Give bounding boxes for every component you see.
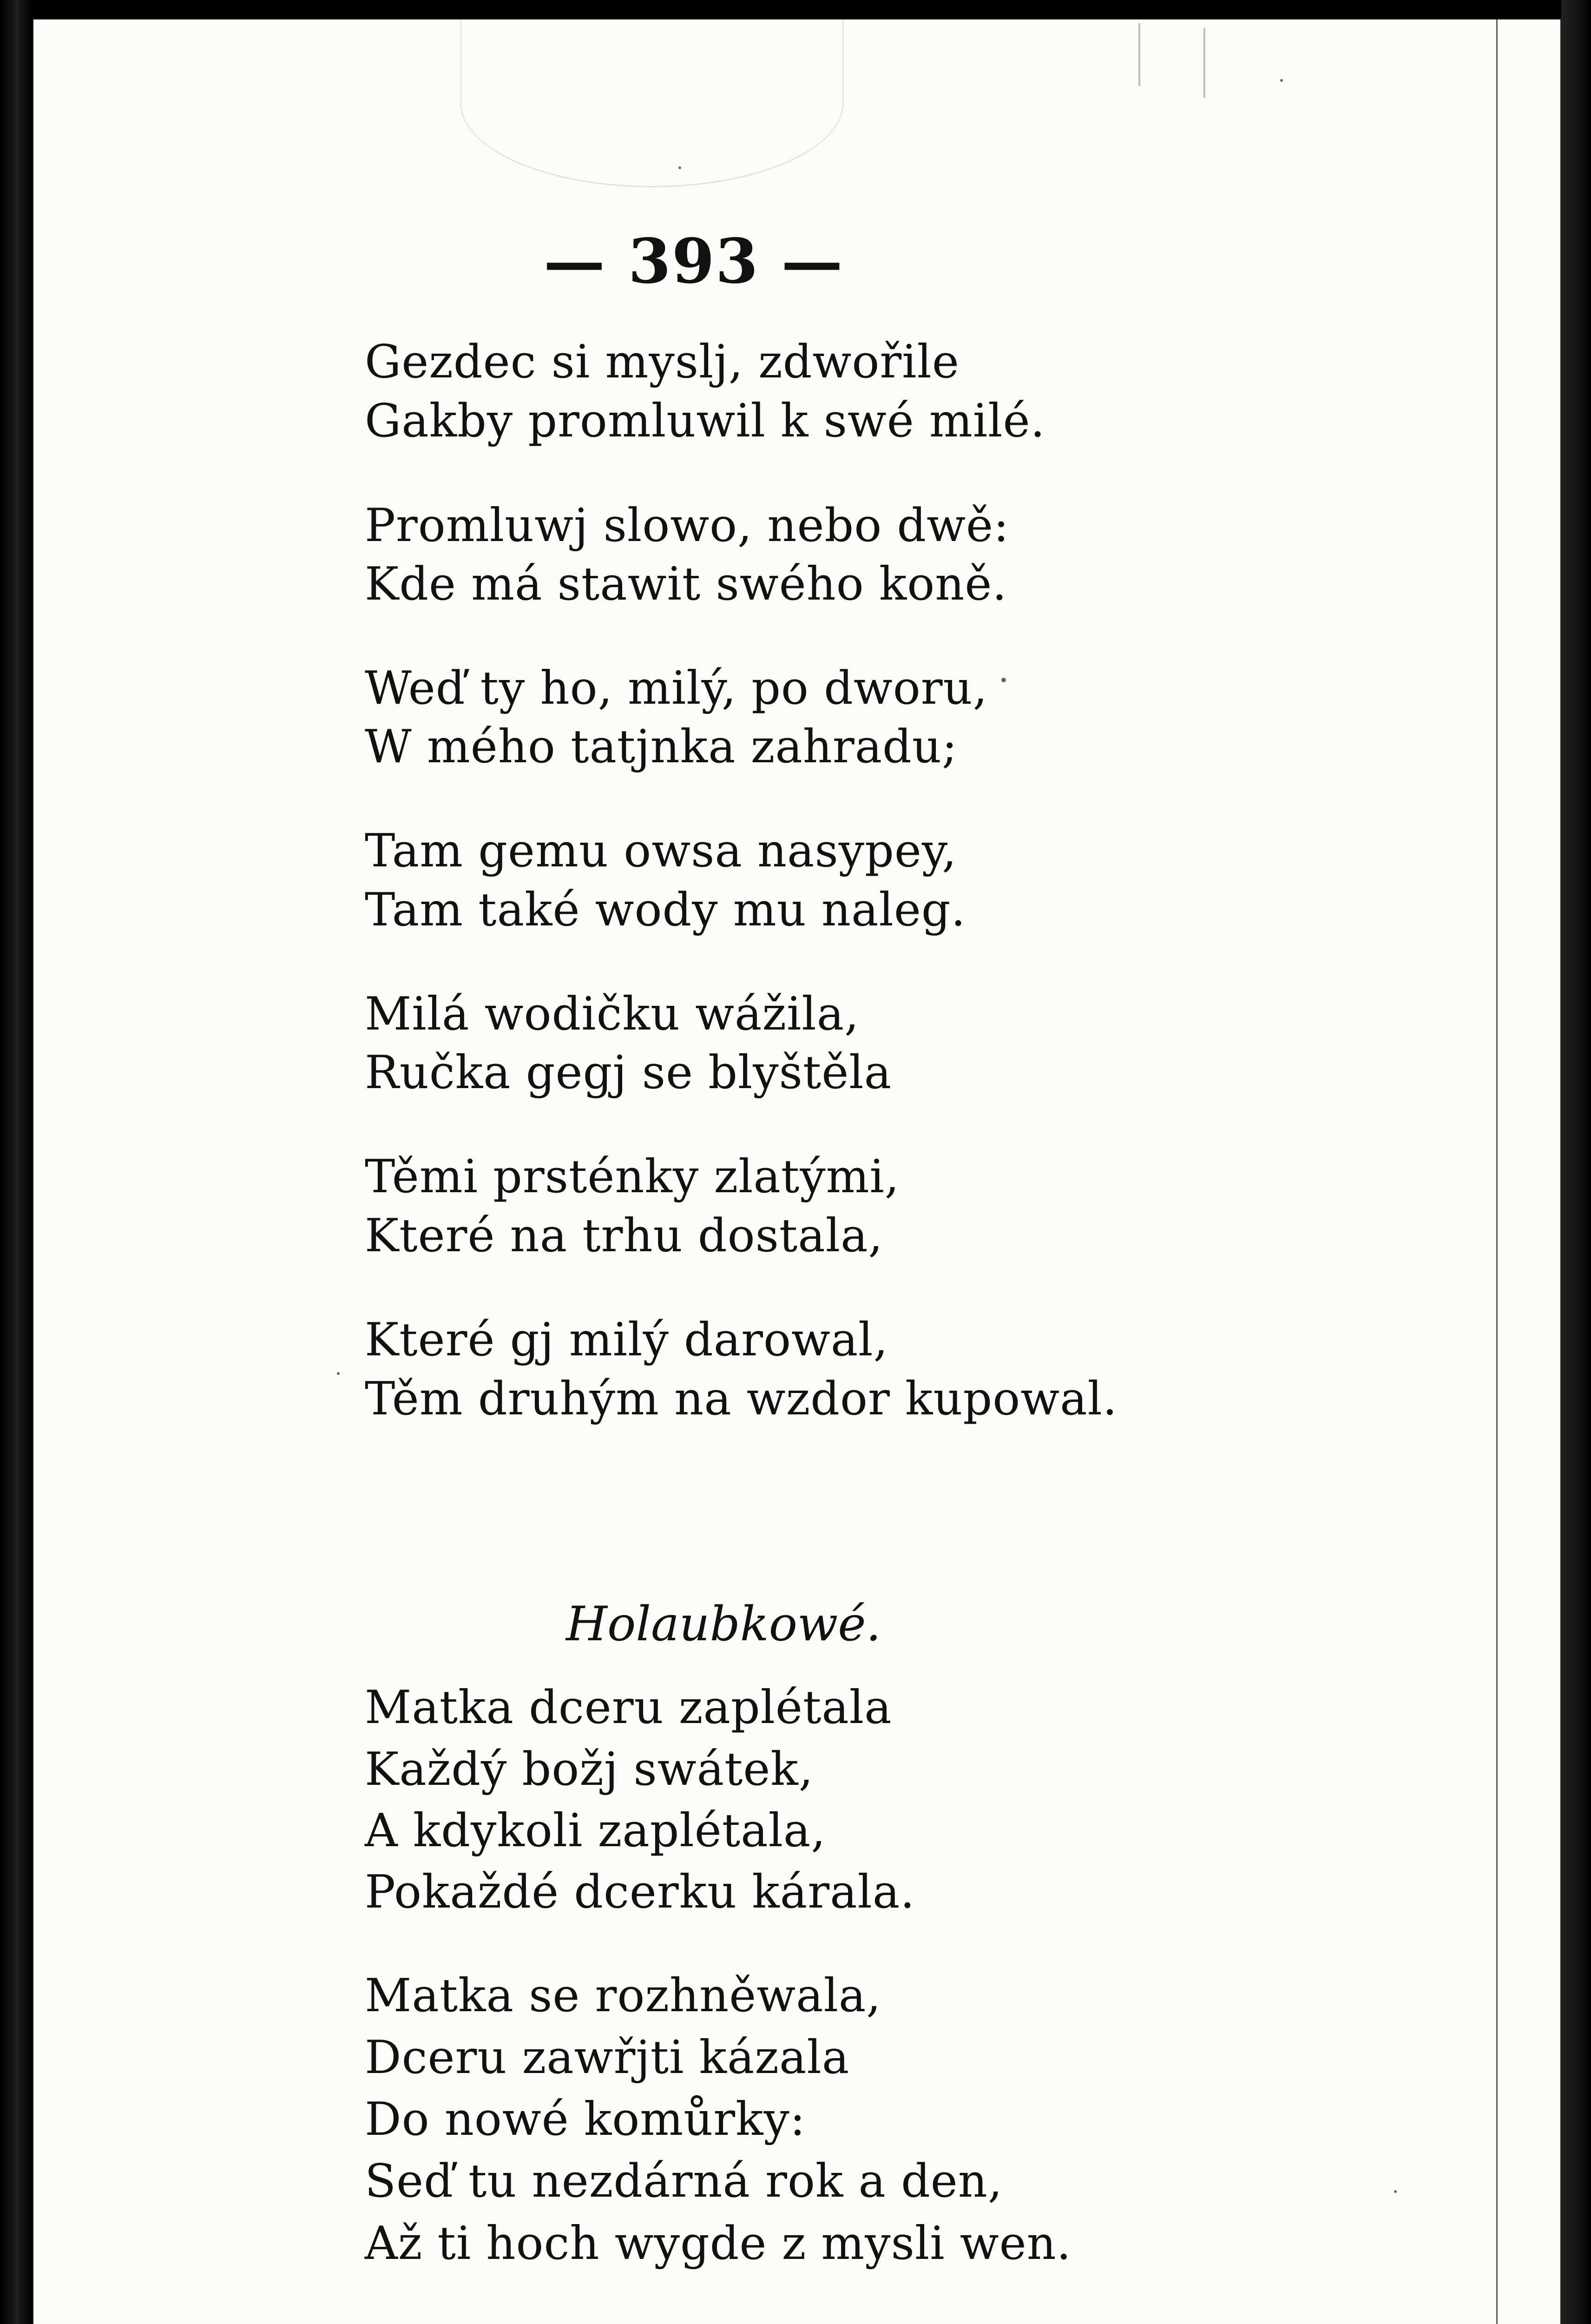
poem-line: Až ti hoch wygde z mysli wen.: [365, 2217, 1072, 2270]
poem-line: Každý božj swátek,: [365, 1743, 814, 1796]
poem-line: Milá wodičku wážila,: [365, 988, 860, 1041]
poem-line: Dceru zawřjti kázala: [365, 2031, 850, 2084]
scanned-page: [33, 19, 1561, 2324]
poem-line: Seď tu nezdárná rok a den,: [365, 2155, 1003, 2208]
poem-line: Matka dceru zaplétala: [365, 1681, 892, 1734]
left-page-edge: [0, 0, 33, 2324]
poem-line: Do nowé komůrky:: [365, 2093, 806, 2146]
spot-mark: [1280, 79, 1283, 82]
page-crease: [1496, 19, 1498, 2324]
poem-line: Tam také wody mu naleg.: [365, 884, 966, 937]
show-through-arc: [460, 19, 844, 187]
poem-line: A kdykoli zaplétala,: [365, 1804, 826, 1857]
spot-mark: [678, 166, 681, 169]
poem-line: Pokaždé dcerku kárala.: [365, 1866, 915, 1919]
spot-mark: [337, 1372, 340, 1375]
spot-mark: [1394, 2190, 1397, 2193]
right-page-edge: [1561, 0, 1591, 2324]
poem-line: Gezdec si myslj, zdwořile: [365, 336, 960, 389]
poem-line: Promluwj slowo, nebo dwě:: [365, 499, 1010, 552]
poem-line: Ručka gegj se blyštěla: [365, 1046, 892, 1099]
faint-mark: [1138, 23, 1140, 86]
poem-line: Které gj milý darowal,: [365, 1314, 888, 1367]
spot-mark: [1001, 678, 1006, 682]
top-edge: [0, 0, 1591, 19]
poem-line: Které na trhu dostala,: [365, 1209, 883, 1262]
poem-line: Gakby promluwil k swé milé.: [365, 395, 1045, 448]
poem-line: W mého tatjnka zahradu;: [365, 720, 958, 773]
poem-line: Těm druhým na wzdor kupowal.: [365, 1373, 1118, 1426]
poem-line: Kde má stawit swého koně.: [365, 558, 1007, 611]
section-title: Holaubkowé.: [566, 1597, 881, 1652]
poem-line: Weď ty ho, milý, po dworu,: [365, 662, 988, 715]
poem-line: Tam gemu owsa nasypey,: [365, 825, 957, 878]
poem-line: Těmi prsténky zlatými,: [365, 1150, 900, 1203]
poem-line: Matka se rozhněwala,: [365, 1969, 881, 2022]
faint-mark: [1203, 28, 1205, 98]
page-header: — 393 —: [544, 225, 844, 297]
